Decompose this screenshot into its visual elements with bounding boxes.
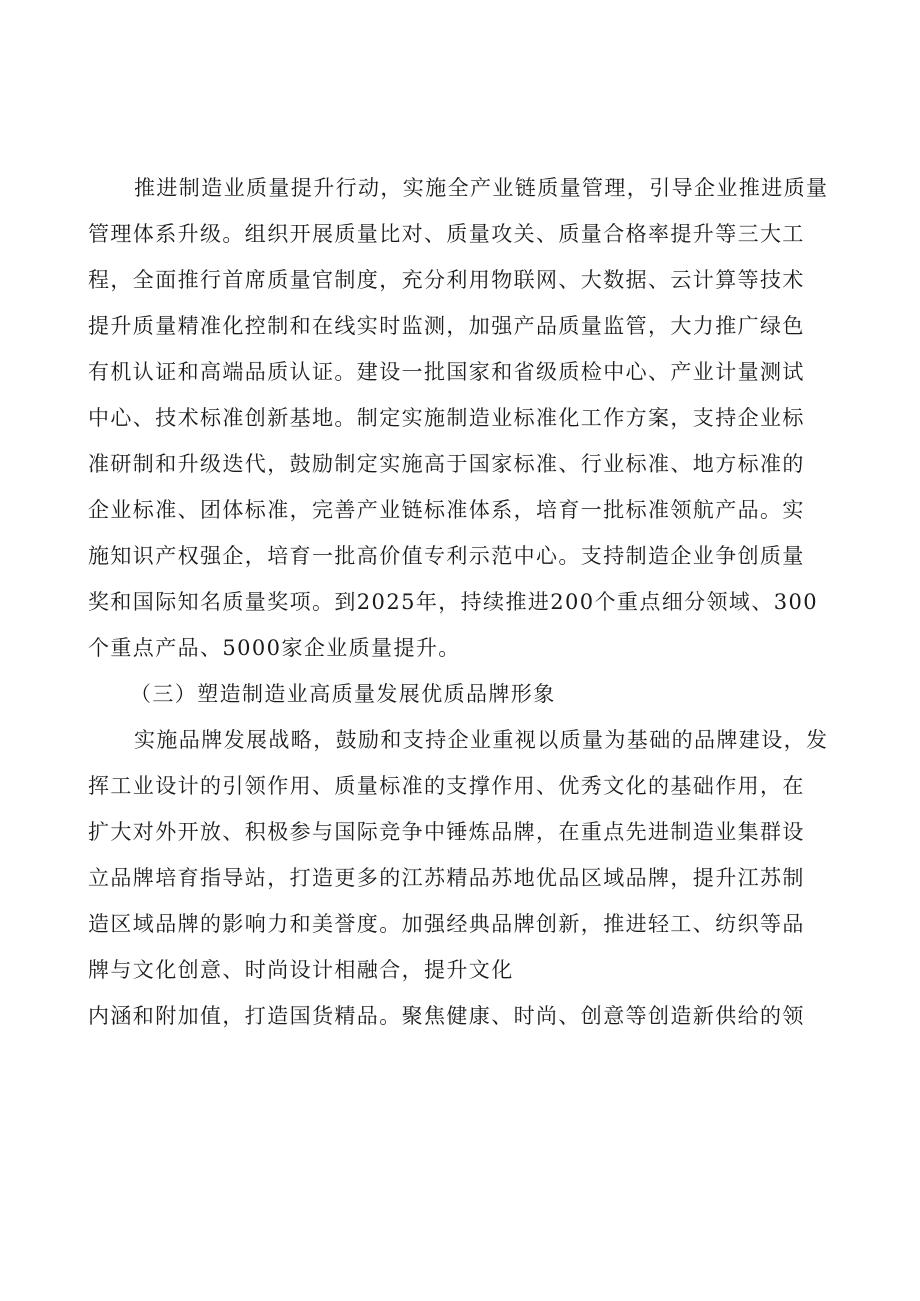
text-line: 挥工业设计的引领作用、质量标准的支撑作用、优秀文化的基础作用，在 (88, 774, 805, 798)
section-heading: （三）塑造制造业高质量发展优质品牌形象 (130, 682, 556, 706)
text-line: 个重点产品、5000家企业质量提升。 (88, 636, 461, 660)
text-line: 牌与文化创意、时尚设计相融合，提升文化 (88, 958, 514, 982)
text-line: 奖和国际知名质量奖项。到2025年，持续推进200个重点细分领域、300 (88, 590, 819, 614)
text-line: 准研制和升级迭代，鼓励制定实施高于国家标准、行业标准、地方标准的 (88, 452, 805, 476)
text-line: 扩大对外开放、积极参与国际竞争中锤炼品牌，在重点先进制造业集群设 (88, 820, 805, 844)
text-line: 有机认证和高端品质认证。建设一批国家和省级质检中心、产业计量测试 (88, 360, 805, 384)
text-line: 程，全面推行首席质量官制度，充分利用物联网、大数据、云计算等技术 (88, 268, 805, 292)
text-line: 造区域品牌的影响力和美誉度。加强经典品牌创新，推进轻工、纺织等品 (88, 912, 805, 936)
text-line: 提升质量精准化控制和在线实时监测，加强产品质量监管，大力推广绿色 (88, 314, 805, 338)
text-line: 推进制造业质量提升行动，实施全产业链质量管理，引导企业推进质量 (134, 176, 829, 200)
text-line: 内涵和附加值，打造国货精品。聚焦健康、时尚、创意等创造新供给的领 (88, 1004, 805, 1028)
text-line: 管理体系升级。组织开展质量比对、质量攻关、质量合格率提升等三大工 (88, 222, 805, 246)
text-line: 中心、技术标准创新基地。制定实施制造业标准化工作方案，支持企业标 (88, 406, 805, 430)
text-line: 实施品牌发展战略，鼓励和支持企业重视以质量为基础的品牌建设，发 (134, 728, 829, 752)
text-line: 立品牌培育指导站，打造更多的江苏精品苏地优品区域品牌，提升江苏制 (88, 866, 805, 890)
text-line: 施知识产权强企，培育一批高价值专利示范中心。支持制造企业争创质量 (88, 544, 805, 568)
text-line: 企业标准、团体标准，完善产业链标准体系，培育一批标准领航产品。实 (88, 498, 805, 522)
